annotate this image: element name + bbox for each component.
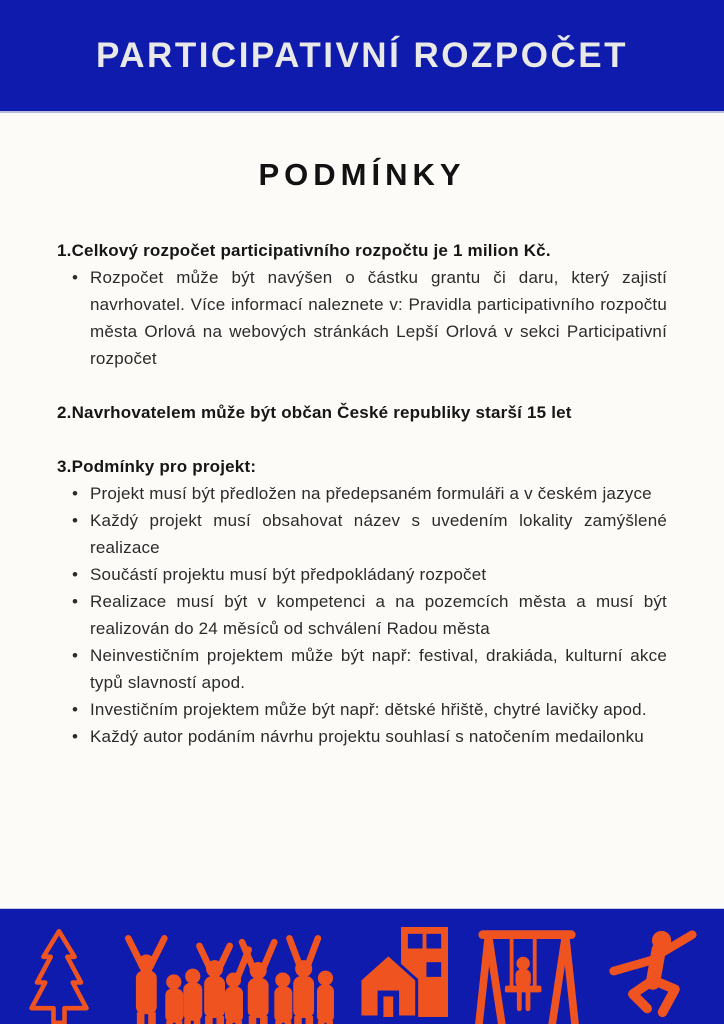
tree-icon xyxy=(26,925,92,1024)
list-item: • Součástí projektu musí být předpokládaný rozpočet xyxy=(57,561,667,588)
list-item: • Neinvestičním projektem může být např: festival, drakiáda, kulturní akce typů slavností apod. xyxy=(57,642,667,696)
section-3-heading: 3.Podmínky pro projekt: xyxy=(57,457,257,476)
subtitle-heading: PODMÍNKY xyxy=(258,157,466,192)
section-3-bullets xyxy=(57,480,667,750)
list-item: • Každý projekt musí obsahovat název s uvedením lokality zamýšlené realizace xyxy=(57,507,667,561)
list-item: • Investičním projektem může být např: dětské hřiště, chytré lavičky apod. xyxy=(57,696,667,723)
crowd-icon xyxy=(116,925,334,1024)
swing-icon xyxy=(472,925,582,1024)
list-item: • Projekt musí být předložen na předepsaném formuláři a v českém jazyce xyxy=(57,480,667,507)
page-title: PARTICIPATIVNÍ ROZPOČET xyxy=(96,35,628,75)
jumping-person-icon xyxy=(606,925,698,1021)
footer-banner xyxy=(0,908,724,1024)
conditions-content xyxy=(0,237,724,750)
header-banner xyxy=(0,0,724,113)
section-1-heading: 1.Celkový rozpočet participativního rozpočtu je 1 milion Kč. xyxy=(57,241,551,260)
document-body xyxy=(0,113,724,908)
list-item: • Každý autor podáním návrhu projektu souhlasí s natočením medailonku xyxy=(57,723,667,750)
house-icon xyxy=(358,925,448,1017)
list-item: • Rozpočet může být navýšen o částku grantu či daru, který zajistí navrhovatel. Více informací naleznete v: Pravidla participativního rozpočtu města Orlová na webových stránkách Lepší Orlová v sekci Participativní rozpočet xyxy=(57,264,667,372)
section-2-heading: 2.Navrhovatelem může být občan České republiky starší 15 let xyxy=(57,403,572,422)
list-item: • Realizace musí být v kompetenci a na pozemcích města a musí být realizován do 24 měsíců od schválení Radou města xyxy=(57,588,667,642)
section-1-bullets xyxy=(57,264,667,372)
